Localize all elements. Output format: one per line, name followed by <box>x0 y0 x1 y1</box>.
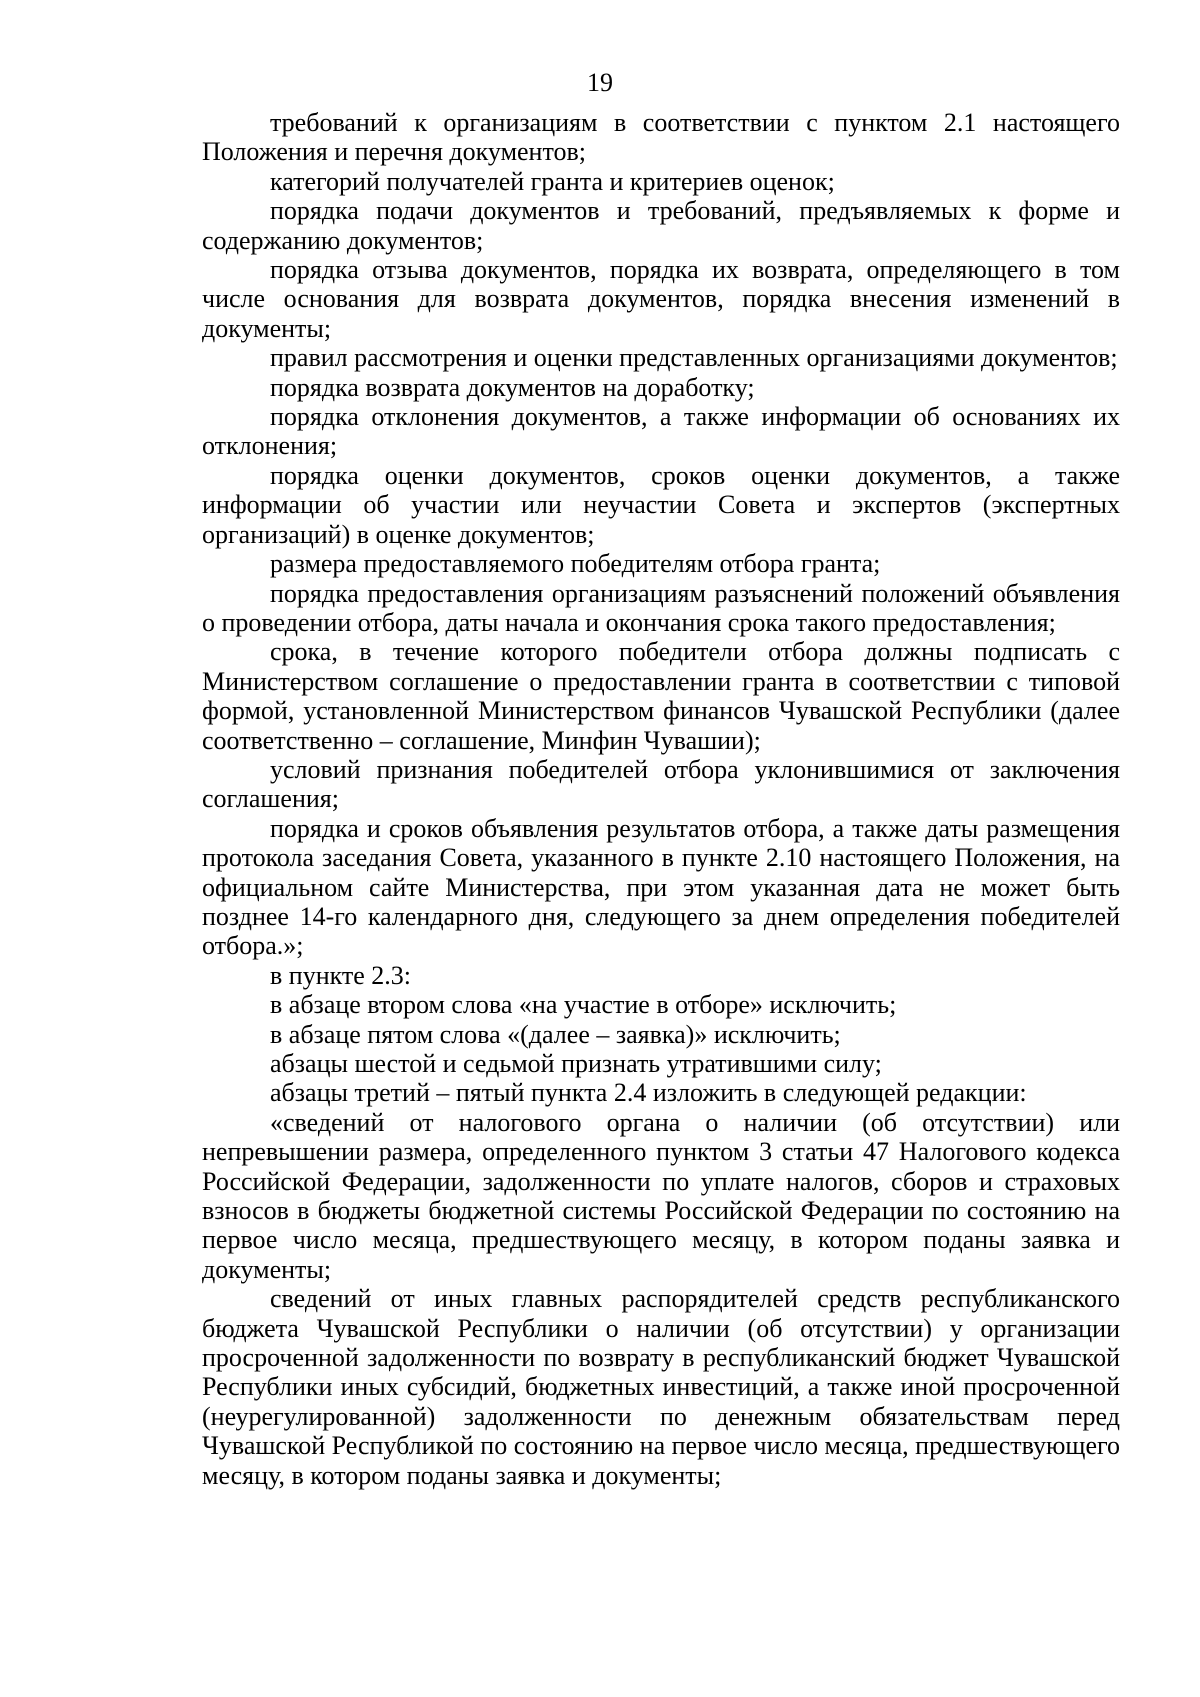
paragraph: порядка отклонения документов, а также информации об основаниях их отклонения; <box>202 402 1120 461</box>
paragraph: в абзаце пятом слова «(далее – заявка)» исключить; <box>270 1019 841 1049</box>
paragraph: порядка отзыва документов, порядка их возврата, определяющего в том числе основания для возврата документов, порядка внесения изменений в документы; <box>202 255 1120 343</box>
paragraph: категорий получателей гранта и критериев оценок; <box>270 166 835 196</box>
paragraph: условий признания победителей отбора уклонившимися от заключения соглашения; <box>202 754 1120 814</box>
paragraph: требований к организациям в соответствии с пунктом 2.1 настоящего Положения и перечня документов; <box>202 108 1120 167</box>
paragraph: порядка подачи документов и требований, предъявляемых к форме и содержанию документов; <box>202 196 1120 255</box>
paragraph: порядка возврата документов на доработку; <box>270 372 755 402</box>
paragraph: порядка оценки документов, сроков оценки документов, а также информации об участии или неучастии Совета и экспертов (экспертных организаций) в оценке документов; <box>202 460 1120 549</box>
paragraph: порядка и сроков объявления результатов отбора, а также даты размещения протокола заседания Совета, указанного в пункте 2.10 настоящего Положения, на официальном сайте Министерства, при этом указанная дата не может быть позднее 14-го календарного дня, следующего за днем определения победителей отбора.»; <box>202 813 1120 961</box>
paragraph: правил рассмотрения и оценки представленных организациями документов; <box>270 343 1118 373</box>
paragraph: срока, в течение которого победители отбора должны подписать с Министерством соглашение о предоставлении гранта в соответствии с типовой формой, установленной Министерством финансов Чувашской Республики (далее соответственно – соглашение, Минфин Чувашии); <box>202 637 1120 755</box>
paragraph: сведений от иных главных распорядителей средств республиканского бюджета Чувашской Республики о наличии (об отсутствии) у организации просроченной задолженности по возврату в республиканский бюджет Чувашской Республики иных субсидий, бюджетных инвестиций, а также иной просроченной (неурегулированной) задолженности по денежным обязательствам перед Чувашской Республикой по состоянию на первое число месяца, предшествующего месяцу, в котором поданы заявка и документы; <box>202 1284 1120 1490</box>
paragraph: размера предоставляемого победителям отбора гранта; <box>270 549 881 579</box>
paragraph: в пункте 2.3: <box>270 960 412 990</box>
paragraph: абзацы третий – пятый пункта 2.4 изложить в следующей редакции: <box>270 1078 1027 1108</box>
paragraph: в абзаце втором слова «на участие в отборе» исключить; <box>270 990 897 1020</box>
paragraph: абзацы шестой и седьмой признать утратившими силу; <box>270 1049 882 1078</box>
page-number: 19 <box>587 68 613 97</box>
document-body <box>202 108 1120 1490</box>
paragraph: «сведений от налогового органа о наличии (об отсутствии) или непревышении размера, определенного пунктом 3 статьи 47 Налогового кодекса Российской Федерации, задолженности по уплате налогов, сборов и страховых взносов в бюджеты бюджетной системы Российской Федерации по состоянию на первое число месяца, предшествующего месяцу, в котором поданы заявка и документы; <box>202 1107 1120 1284</box>
paragraph: порядка предоставления организациям разъяснений положений объявления о проведении отбора, даты начала и окончания срока такого предоставления; <box>202 578 1120 637</box>
